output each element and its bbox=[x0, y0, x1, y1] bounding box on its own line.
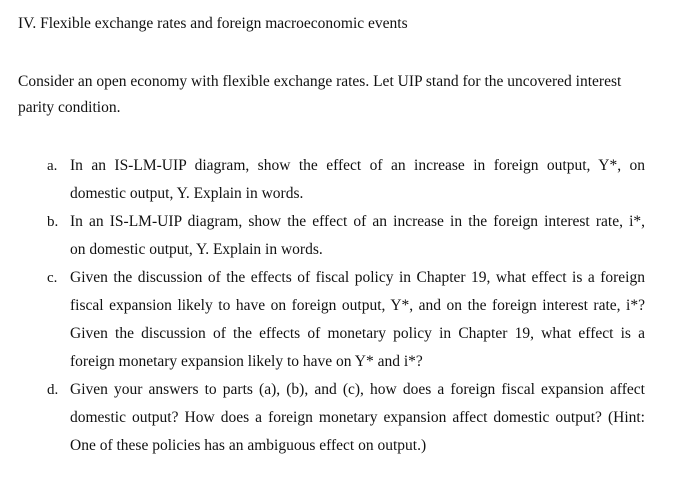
question-line: Given your answers to parts (a), (b), and (c), how does a foreign fiscal expansion affect bbox=[70, 381, 645, 398]
question-text bbox=[70, 376, 645, 460]
question-label: b. bbox=[47, 214, 59, 230]
question-line: foreign monetary expansion likely to have on Y* and i*? bbox=[70, 353, 423, 370]
question-text bbox=[70, 152, 645, 208]
question-line: domestic output, Y. Explain in words. bbox=[70, 185, 304, 202]
question-line: Given the discussion of the effects of monetary policy in Chapter 19, what effect is a bbox=[70, 325, 645, 342]
question-line: Given the discussion of the effects of fiscal policy in Chapter 19, what effect is a foreign bbox=[70, 269, 645, 286]
question-label: d. bbox=[47, 382, 59, 398]
question-text bbox=[70, 264, 645, 376]
section-heading: IV. Flexible exchange rates and foreign macroeconomic events bbox=[18, 15, 408, 32]
question-line: domestic output? How does a foreign monetary expansion affect domestic output? (Hint: bbox=[70, 409, 645, 426]
question-line: In an IS-LM-UIP diagram, show the effect of an increase in foreign output, Y*, on bbox=[70, 157, 645, 174]
question-b bbox=[0, 208, 700, 264]
question-label: a. bbox=[47, 158, 58, 174]
question-label: c. bbox=[47, 270, 58, 286]
question-d bbox=[0, 376, 700, 460]
question-a bbox=[0, 152, 700, 208]
question-line: One of these policies has an ambiguous effect on output.) bbox=[70, 437, 427, 454]
question-c bbox=[0, 264, 700, 376]
question-line: In an IS-LM-UIP diagram, show the effect of an increase in the foreign interest rate, i*, bbox=[70, 213, 645, 230]
question-text bbox=[70, 208, 645, 264]
question-line: fiscal expansion likely to have on foreign output, Y*, and on the foreign interest rate, i*? bbox=[70, 297, 645, 314]
question-line: on domestic output, Y. Explain in words. bbox=[70, 241, 323, 258]
intro-paragraph: Consider an open economy with flexible exchange rates. Let UIP stand for the uncovered interest parity condition. bbox=[18, 73, 622, 116]
question-list bbox=[0, 152, 700, 460]
